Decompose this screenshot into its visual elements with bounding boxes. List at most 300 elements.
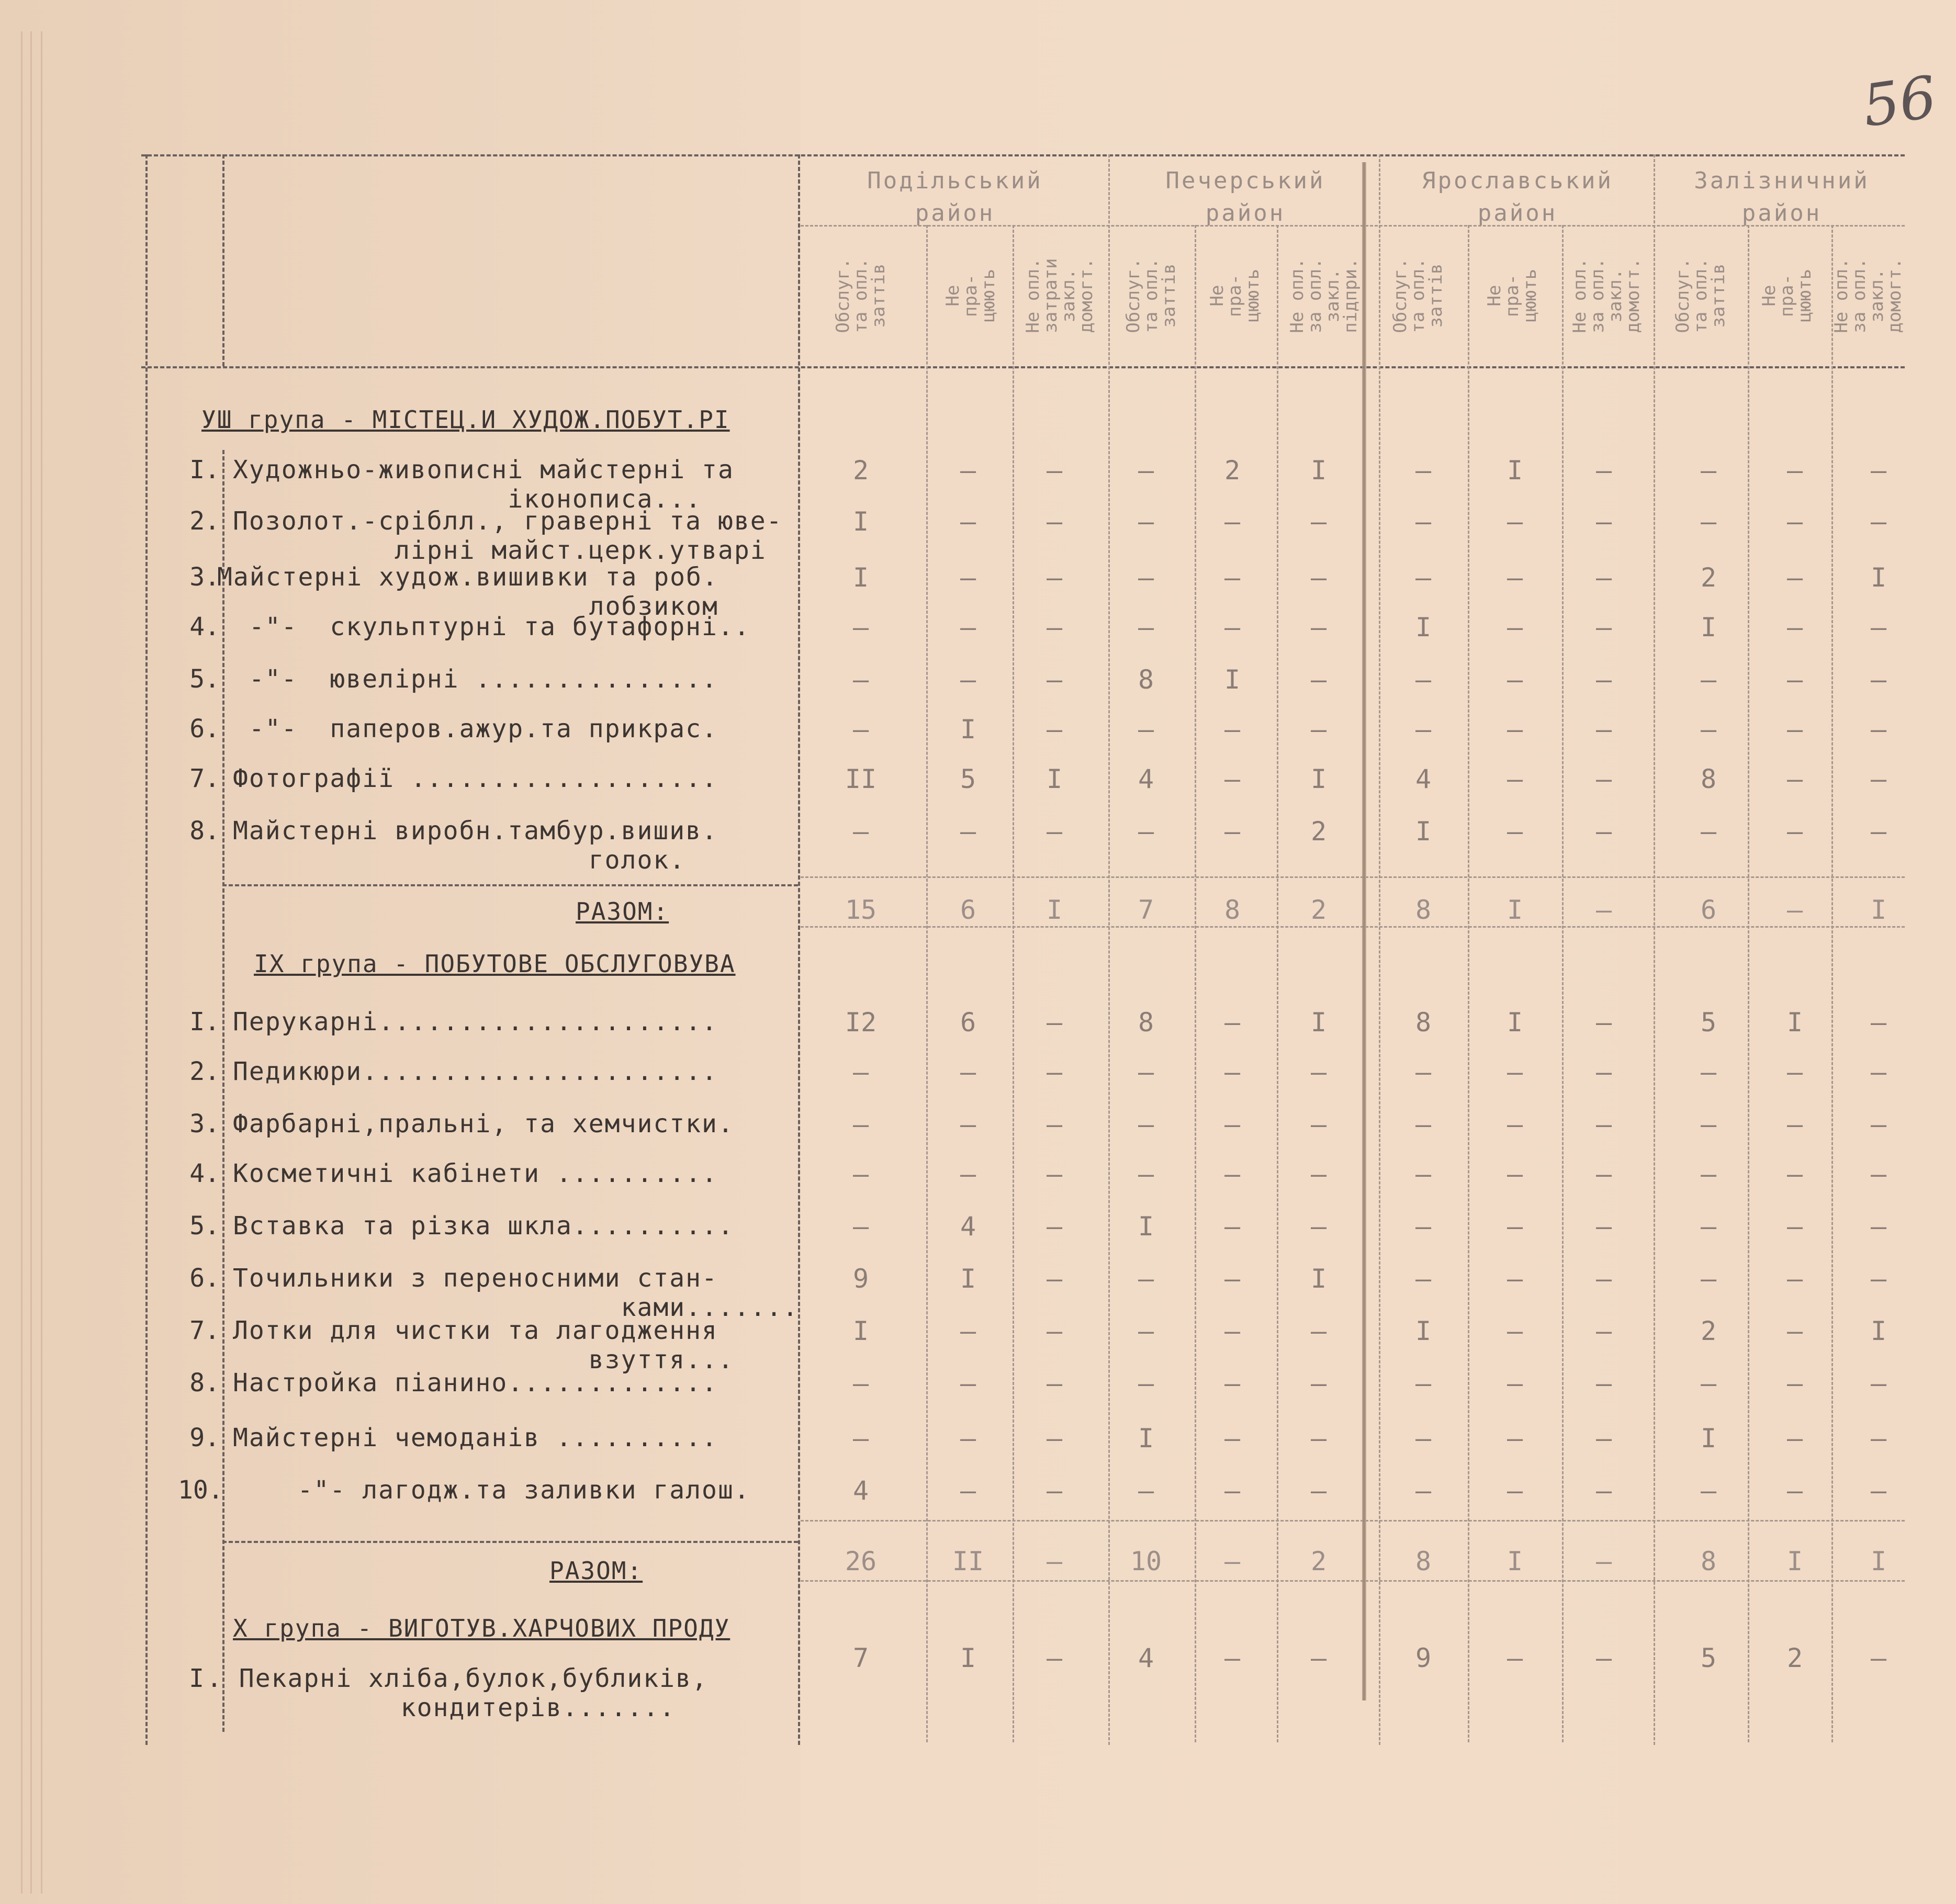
table-cell: 8 bbox=[1415, 1007, 1432, 1038]
group-title: X група - ВИГОТУВ.ХАРЧОВИХ ПРОДУ bbox=[233, 1614, 730, 1642]
column-line bbox=[1468, 225, 1469, 1742]
table-cell: – bbox=[1415, 506, 1432, 537]
table-cell: – bbox=[1870, 1109, 1887, 1140]
table-cell: – bbox=[1310, 1057, 1327, 1087]
table-cell: – bbox=[1224, 562, 1241, 593]
table-cell: – bbox=[1046, 1109, 1063, 1140]
table-cell: – bbox=[1138, 1475, 1154, 1506]
table-cell: I bbox=[960, 1643, 976, 1673]
total-cell: 8 bbox=[1415, 895, 1432, 925]
table-cell: – bbox=[1870, 1475, 1887, 1506]
total-cell: 6 bbox=[1700, 895, 1717, 925]
table-cell: – bbox=[1700, 816, 1717, 847]
table-cell: – bbox=[1700, 714, 1717, 745]
table-cell: – bbox=[852, 1368, 869, 1399]
table-cell: I bbox=[1046, 764, 1063, 794]
total-cell: 6 bbox=[960, 895, 976, 925]
row-label: . Пекарні хліба,булок,бубликів, кондитерів....... bbox=[207, 1664, 708, 1722]
table-cell: – bbox=[1138, 1368, 1154, 1399]
table-cell: 5 bbox=[1700, 1643, 1717, 1673]
table-cell: – bbox=[1138, 714, 1154, 745]
table-cell: – bbox=[1415, 1423, 1432, 1454]
table-cell: – bbox=[1786, 1057, 1803, 1087]
table-cell: – bbox=[1224, 1475, 1241, 1506]
table-cell: – bbox=[1595, 562, 1612, 593]
table-cell: – bbox=[852, 1423, 869, 1454]
table-cell: – bbox=[1595, 1109, 1612, 1140]
number-column-line bbox=[222, 154, 224, 366]
table-cell: I bbox=[1507, 1007, 1523, 1038]
number-column-line bbox=[222, 450, 224, 1732]
table-cell: – bbox=[960, 612, 976, 643]
table-cell: 7 bbox=[852, 1643, 869, 1673]
column-line bbox=[1277, 225, 1278, 1742]
table-cell: – bbox=[1310, 1368, 1327, 1399]
table-cell: – bbox=[1415, 1264, 1432, 1294]
table-cell: – bbox=[1595, 1264, 1612, 1294]
table-cell: – bbox=[1595, 816, 1612, 847]
column-line bbox=[926, 225, 928, 1742]
total-label: РАЗОМ: bbox=[576, 897, 669, 926]
table-cell: I bbox=[1870, 562, 1887, 593]
row-number: 9. bbox=[189, 1423, 220, 1452]
row-number: I. bbox=[189, 455, 220, 485]
table-cell: – bbox=[1138, 1316, 1154, 1346]
table-cell: – bbox=[960, 455, 976, 486]
table-cell: – bbox=[1507, 1423, 1523, 1454]
table-cell: 8 bbox=[1700, 764, 1717, 794]
total-cell: 8 bbox=[1700, 1546, 1717, 1576]
table-cell: – bbox=[1700, 455, 1717, 486]
table-cell: – bbox=[1595, 1007, 1612, 1038]
table-cell: 4 bbox=[1138, 764, 1154, 794]
total-line bbox=[222, 884, 798, 886]
table-cell: – bbox=[1870, 1423, 1887, 1454]
table-cell: – bbox=[1870, 612, 1887, 643]
table-cell: – bbox=[1700, 506, 1717, 537]
table-cell: – bbox=[1046, 1057, 1063, 1087]
table-cell: – bbox=[1870, 1643, 1887, 1673]
table-cell: – bbox=[1507, 1159, 1523, 1189]
table-cell: – bbox=[1595, 1211, 1612, 1242]
table-cell: – bbox=[1786, 612, 1803, 643]
table-cell: – bbox=[1310, 714, 1327, 745]
table-cell: – bbox=[1507, 664, 1523, 695]
table-cell: I bbox=[1224, 664, 1241, 695]
header-bottom-line bbox=[141, 366, 1905, 368]
table-cell: – bbox=[1310, 1643, 1327, 1673]
table-cell: – bbox=[1700, 1057, 1717, 1087]
table-cell: – bbox=[1224, 1423, 1241, 1454]
total-cell: I bbox=[1046, 895, 1063, 925]
table-cell: – bbox=[1310, 1109, 1327, 1140]
row-label: -"- скульптурні та бутафорні.. bbox=[233, 612, 750, 641]
table-cell: – bbox=[960, 1475, 976, 1506]
table-cell: – bbox=[1595, 612, 1612, 643]
total-cell: I bbox=[1870, 895, 1887, 925]
paper-fold bbox=[1362, 162, 1366, 1700]
row-number: 2. bbox=[189, 506, 220, 536]
table-cell: I bbox=[1700, 1423, 1717, 1454]
table-cell: I bbox=[960, 714, 976, 745]
table-cell: – bbox=[1595, 1475, 1612, 1506]
table-cell: – bbox=[1415, 562, 1432, 593]
table-cell: – bbox=[1224, 816, 1241, 847]
row-label: -"- лагодж.та заливки галош. bbox=[233, 1475, 750, 1505]
table-cell: I bbox=[1138, 1211, 1154, 1242]
table-cell: – bbox=[1046, 612, 1063, 643]
table-cell: – bbox=[1046, 1316, 1063, 1346]
table-cell: I bbox=[1310, 764, 1327, 794]
column-line bbox=[1195, 225, 1196, 1742]
row-label: Фотографії ................... bbox=[233, 764, 718, 793]
row-label: Перукарні..................... bbox=[233, 1007, 718, 1037]
total-cell: 8 bbox=[1415, 1546, 1432, 1576]
column-header: Обслуг. та опл. заттів bbox=[1672, 258, 1729, 333]
table-cell: 9 bbox=[852, 1264, 869, 1294]
table-cell: – bbox=[1310, 562, 1327, 593]
table-cell: – bbox=[1595, 1423, 1612, 1454]
table-cell: – bbox=[960, 506, 976, 537]
column-header: Не опл. за опл. закл. підпри. bbox=[1287, 258, 1361, 333]
table-cell: 2 bbox=[1310, 816, 1327, 847]
table-top-line bbox=[141, 154, 1905, 156]
table-cell: I bbox=[852, 1316, 869, 1346]
table-cell: – bbox=[1507, 506, 1523, 537]
table-cell: – bbox=[1507, 1264, 1523, 1294]
table-cell: – bbox=[1700, 1475, 1717, 1506]
table-cell: – bbox=[960, 1159, 976, 1189]
label-column-line bbox=[798, 154, 800, 1745]
district-header-zaliznychnyi: Залізничний район bbox=[1694, 167, 1870, 227]
table-cell: – bbox=[1786, 714, 1803, 745]
table-cell: – bbox=[1046, 1475, 1063, 1506]
table-cell: – bbox=[1870, 714, 1887, 745]
table-cell: I bbox=[1310, 1264, 1327, 1294]
table-cell: – bbox=[1310, 506, 1327, 537]
table-cell: – bbox=[1310, 612, 1327, 643]
table-cell: – bbox=[1310, 1211, 1327, 1242]
table-cell: – bbox=[1507, 1057, 1523, 1087]
table-cell: – bbox=[1786, 506, 1803, 537]
table-cell: – bbox=[1224, 1211, 1241, 1242]
table-cell: I bbox=[1786, 1007, 1803, 1038]
district-separator bbox=[1654, 154, 1655, 1745]
table-cell: – bbox=[960, 1057, 976, 1087]
row-number: 5. bbox=[189, 1211, 220, 1241]
table-cell: – bbox=[1224, 612, 1241, 643]
table-cell: – bbox=[1310, 1475, 1327, 1506]
group-title: IX група - ПОБУТОВЕ ОБСЛУГОВУВА bbox=[254, 950, 736, 978]
table-cell: – bbox=[1415, 1211, 1432, 1242]
table-cell: – bbox=[1786, 455, 1803, 486]
table-cell: – bbox=[1138, 1159, 1154, 1189]
total-cell: I bbox=[1507, 1546, 1523, 1576]
table-cell: I bbox=[1870, 1316, 1887, 1346]
table-cell: – bbox=[1595, 1316, 1612, 1346]
total-cell: I bbox=[1870, 1546, 1887, 1576]
table-cell: – bbox=[1415, 664, 1432, 695]
table-cell: – bbox=[1138, 1264, 1154, 1294]
table-cell: – bbox=[1046, 455, 1063, 486]
table-cell: 2 bbox=[1786, 1643, 1803, 1673]
district-header-pecherskyi: Печерський район bbox=[1165, 167, 1325, 227]
table-cell: – bbox=[1507, 562, 1523, 593]
table-cell: I bbox=[1415, 816, 1432, 847]
table-cell: – bbox=[1595, 506, 1612, 537]
row-label: Художньо-живописні майстерні та іконописа... bbox=[233, 455, 734, 514]
table-cell: I bbox=[1138, 1423, 1154, 1454]
row-label: Позолот.-сріблл., граверні та юве- лірні майст.церк.утварі bbox=[233, 506, 783, 565]
row-label: Лотки для чистки та лагодження взуття... bbox=[233, 1316, 734, 1375]
row-label: Косметичні кабінети .......... bbox=[233, 1159, 718, 1188]
table-cell: – bbox=[1415, 1109, 1432, 1140]
total-cell: 26 bbox=[845, 1546, 877, 1576]
table-cell: – bbox=[1700, 1368, 1717, 1399]
table-cell: 2 bbox=[1700, 1316, 1717, 1346]
row-label: Майстерні виробн.тамбур.вишив. голок. bbox=[233, 816, 718, 875]
table-cell: 6 bbox=[960, 1007, 976, 1038]
table-cell: I bbox=[1507, 455, 1523, 486]
table-cell: – bbox=[1595, 1057, 1612, 1087]
table-cell: – bbox=[852, 1057, 869, 1087]
table-cell: – bbox=[1046, 714, 1063, 745]
table-cell: – bbox=[1507, 1368, 1523, 1399]
row-label: -"- паперов.ажур.та прикрас. bbox=[233, 714, 718, 743]
total-cell: – bbox=[1595, 895, 1612, 925]
table-cell: – bbox=[1138, 455, 1154, 486]
row-number: 2. bbox=[189, 1057, 220, 1086]
table-cell: – bbox=[1700, 1109, 1717, 1140]
table-cell: – bbox=[1786, 1264, 1803, 1294]
table-cell: – bbox=[1224, 1643, 1241, 1673]
table-cell: – bbox=[1224, 1007, 1241, 1038]
total-cell: – bbox=[1786, 895, 1803, 925]
table-cell: – bbox=[852, 816, 869, 847]
table-cell: – bbox=[1046, 1368, 1063, 1399]
table-cell: – bbox=[1224, 1057, 1241, 1087]
row-number: 4. bbox=[189, 1159, 220, 1188]
table-cell: – bbox=[1595, 1159, 1612, 1189]
table-cell: – bbox=[1224, 1264, 1241, 1294]
table-cell: – bbox=[1415, 1475, 1432, 1506]
row-number: 3. bbox=[189, 562, 220, 592]
district-header-iaroslavskyi: Ярославський район bbox=[1422, 167, 1613, 227]
row-number: 4. bbox=[189, 612, 220, 641]
table-cell: I bbox=[1310, 455, 1327, 486]
total-cell: 2 bbox=[1310, 1546, 1327, 1576]
table-cell: – bbox=[1786, 664, 1803, 695]
total-line bbox=[801, 1580, 1905, 1582]
column-line bbox=[1013, 225, 1014, 1742]
table-cell: – bbox=[1786, 562, 1803, 593]
table-cell: – bbox=[1870, 1057, 1887, 1087]
table-cell: – bbox=[1310, 1159, 1327, 1189]
table-cell: – bbox=[1870, 764, 1887, 794]
column-line bbox=[1831, 225, 1833, 1742]
table-cell: – bbox=[1786, 1368, 1803, 1399]
table-cell: 9 bbox=[1415, 1643, 1432, 1673]
column-header: Не пра- цюють bbox=[1759, 268, 1815, 323]
total-cell: 7 bbox=[1138, 895, 1154, 925]
table-cell: – bbox=[960, 1316, 976, 1346]
district-header-podilskyi: Подільський район bbox=[867, 167, 1043, 227]
table-cell: – bbox=[1138, 506, 1154, 537]
table-cell: – bbox=[1786, 1316, 1803, 1346]
table-cell: – bbox=[1870, 506, 1887, 537]
table-cell: – bbox=[1507, 1643, 1523, 1673]
table-cell: – bbox=[1415, 1368, 1432, 1399]
row-label: Фарбарні,пральні, та хемчистки. bbox=[233, 1109, 734, 1139]
column-header: Обслуг. та опл. заттів bbox=[833, 258, 889, 333]
table-cell: – bbox=[1870, 1264, 1887, 1294]
table-cell: – bbox=[1786, 1475, 1803, 1506]
paper-edge bbox=[30, 31, 32, 1894]
district-separator bbox=[1379, 154, 1380, 1745]
table-cell: – bbox=[1310, 664, 1327, 695]
table-cell: – bbox=[1507, 714, 1523, 745]
table-cell: – bbox=[1224, 1109, 1241, 1140]
table-cell: 2 bbox=[1224, 455, 1241, 486]
table-cell: – bbox=[1595, 664, 1612, 695]
table-cell: 8 bbox=[1138, 664, 1154, 695]
table-cell: I bbox=[852, 506, 869, 537]
row-label: -"- ювелірні ............... bbox=[233, 664, 718, 694]
table-cell: – bbox=[1870, 1007, 1887, 1038]
table-cell: – bbox=[960, 1423, 976, 1454]
table-cell: – bbox=[1046, 664, 1063, 695]
table-cell: – bbox=[1138, 1109, 1154, 1140]
table-cell: 4 bbox=[1138, 1643, 1154, 1673]
table-cell: – bbox=[1046, 816, 1063, 847]
table-cell: I bbox=[1415, 612, 1432, 643]
page-number: 56 bbox=[1858, 63, 1941, 140]
table-cell: – bbox=[852, 664, 869, 695]
table-cell: – bbox=[1310, 1316, 1327, 1346]
table-cell: – bbox=[852, 1109, 869, 1140]
total-line bbox=[801, 926, 1905, 928]
total-cell: 15 bbox=[845, 895, 877, 925]
table-cell: II bbox=[845, 764, 877, 794]
table-cell: – bbox=[1595, 455, 1612, 486]
table-cell: – bbox=[852, 1159, 869, 1189]
table-cell: 4 bbox=[960, 1211, 976, 1242]
table-cell: – bbox=[852, 612, 869, 643]
row-label: Вставка та різка шкла.......... bbox=[233, 1211, 734, 1241]
table-cell: – bbox=[1415, 1057, 1432, 1087]
table-cell: – bbox=[1224, 1316, 1241, 1346]
total-label: РАЗОМ: bbox=[549, 1557, 643, 1585]
table-cell: – bbox=[1507, 1475, 1523, 1506]
table-cell: – bbox=[1870, 1368, 1887, 1399]
table-cell: – bbox=[1224, 506, 1241, 537]
table-cell: – bbox=[1786, 1211, 1803, 1242]
table-cell: I bbox=[1415, 1316, 1432, 1346]
total-cell: – bbox=[1046, 1546, 1063, 1576]
column-header: Не опл. затрати закл. домогт. bbox=[1022, 258, 1097, 333]
total-cell: I bbox=[1786, 1546, 1803, 1576]
table-cell: – bbox=[1786, 816, 1803, 847]
paper-edge bbox=[41, 31, 42, 1894]
table-cell: – bbox=[1138, 562, 1154, 593]
total-cell: 8 bbox=[1224, 895, 1241, 925]
table-cell: – bbox=[1595, 764, 1612, 794]
row-number: I bbox=[189, 1664, 204, 1693]
table-cell: – bbox=[1786, 1109, 1803, 1140]
row-number: 5. bbox=[189, 664, 220, 694]
table-cell: – bbox=[1138, 1057, 1154, 1087]
table-cell: – bbox=[960, 664, 976, 695]
table-cell: – bbox=[960, 1109, 976, 1140]
row-number: 8. bbox=[189, 1368, 220, 1398]
row-number: 7. bbox=[189, 764, 220, 793]
table-cell: I bbox=[960, 1264, 976, 1294]
table-cell: – bbox=[852, 714, 869, 745]
column-line bbox=[1748, 225, 1749, 1742]
table-cell: – bbox=[1786, 1159, 1803, 1189]
table-cell: – bbox=[1786, 1423, 1803, 1454]
table-cell: – bbox=[1046, 1211, 1063, 1242]
table-cell: I bbox=[852, 562, 869, 593]
table-cell: – bbox=[960, 562, 976, 593]
table-cell: 4 bbox=[1415, 764, 1432, 794]
table-cell: – bbox=[1046, 1423, 1063, 1454]
table-cell: – bbox=[1700, 1211, 1717, 1242]
table-cell: – bbox=[1138, 612, 1154, 643]
row-label: Точильники з переносними стан- ками....... bbox=[233, 1264, 799, 1322]
table-cell: 8 bbox=[1138, 1007, 1154, 1038]
table-cell: – bbox=[1786, 764, 1803, 794]
paper-edge bbox=[21, 31, 23, 1894]
table-cell: – bbox=[960, 1368, 976, 1399]
district-separator bbox=[1108, 154, 1110, 1745]
total-cell: – bbox=[1595, 1546, 1612, 1576]
column-header: Не пра- цюють bbox=[1207, 268, 1263, 323]
table-cell: – bbox=[1224, 1159, 1241, 1189]
table-cell: – bbox=[1870, 1211, 1887, 1242]
row-label: Настройка піанино............. bbox=[233, 1368, 718, 1398]
table-cell: – bbox=[1224, 714, 1241, 745]
column-line bbox=[1562, 225, 1564, 1742]
row-label: Майстерні худож.вишивки та роб. лобзиком bbox=[217, 562, 718, 621]
group-title: УШ група - МІСТЕЦ.И ХУДОЖ.ПОБУТ.РІ bbox=[201, 405, 730, 434]
row-number: 6. bbox=[189, 714, 220, 743]
column-header: Не пра- цюють bbox=[942, 268, 999, 323]
table-cell: – bbox=[1507, 612, 1523, 643]
table-cell: – bbox=[1870, 1159, 1887, 1189]
table-cell: – bbox=[1507, 1211, 1523, 1242]
column-header: Не опл. за опл. закл. домогт. bbox=[1569, 258, 1644, 333]
table-cell: – bbox=[1700, 664, 1717, 695]
table-cell: – bbox=[1415, 455, 1432, 486]
table-cell: – bbox=[1700, 1264, 1717, 1294]
total-line bbox=[801, 876, 1905, 878]
total-cell: II bbox=[952, 1546, 984, 1576]
table-cell: – bbox=[1507, 1316, 1523, 1346]
table-cell: – bbox=[1046, 506, 1063, 537]
table-cell: – bbox=[1870, 816, 1887, 847]
table-cell: – bbox=[960, 816, 976, 847]
row-number: 3. bbox=[189, 1109, 220, 1139]
table-cell: – bbox=[1595, 1643, 1612, 1673]
table-cell: I2 bbox=[845, 1007, 877, 1038]
column-header: Не опл. за опл. закл. домогт. bbox=[1831, 258, 1905, 333]
table-cell: 4 bbox=[852, 1475, 869, 1506]
table-cell: – bbox=[1415, 714, 1432, 745]
table-cell: – bbox=[1870, 455, 1887, 486]
table-cell: – bbox=[1224, 1368, 1241, 1399]
row-number: 8. bbox=[189, 816, 220, 846]
